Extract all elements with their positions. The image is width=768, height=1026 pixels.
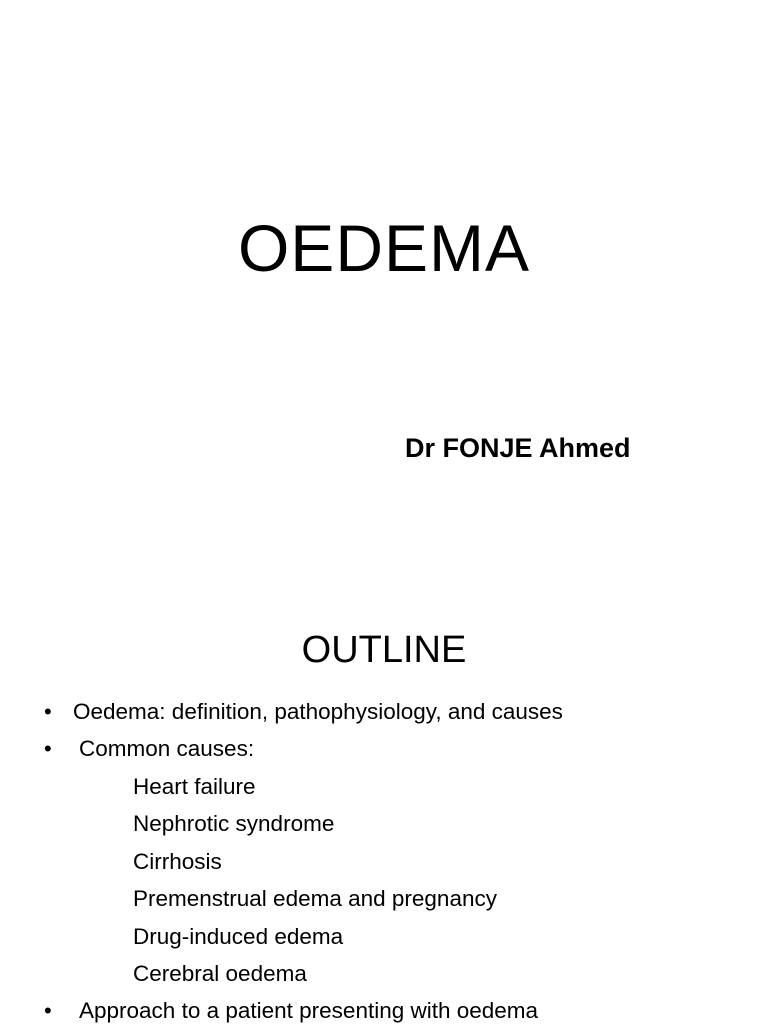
sub-list-item-text: Premenstrual edema and pregnancy	[133, 886, 497, 911]
outline-slide	[0, 576, 768, 1024]
sub-list-item-text: Heart failure	[133, 774, 256, 799]
list-item-text: Oedema: definition, pathophysiology, and causes	[73, 699, 563, 724]
slide-title: OEDEMA	[237, 211, 531, 285]
list-item-text: Approach to a patient presenting with oedema	[79, 998, 539, 1023]
author-name: Dr FONJE Ahmed	[405, 433, 631, 463]
list-item-text: Common causes:	[79, 736, 255, 761]
sub-list-item-text: Drug-induced edema	[133, 924, 344, 949]
bullet-icon: •	[44, 699, 52, 724]
bullet-icon: •	[44, 998, 52, 1023]
bullet-icon: •	[44, 736, 52, 761]
sub-list-item-text: Cerebral oedema	[133, 961, 307, 986]
sub-list-item-text: Cirrhosis	[133, 849, 222, 874]
outline-title: OUTLINE	[301, 629, 467, 671]
sub-list-item-text: Nephrotic syndrome	[133, 811, 335, 836]
